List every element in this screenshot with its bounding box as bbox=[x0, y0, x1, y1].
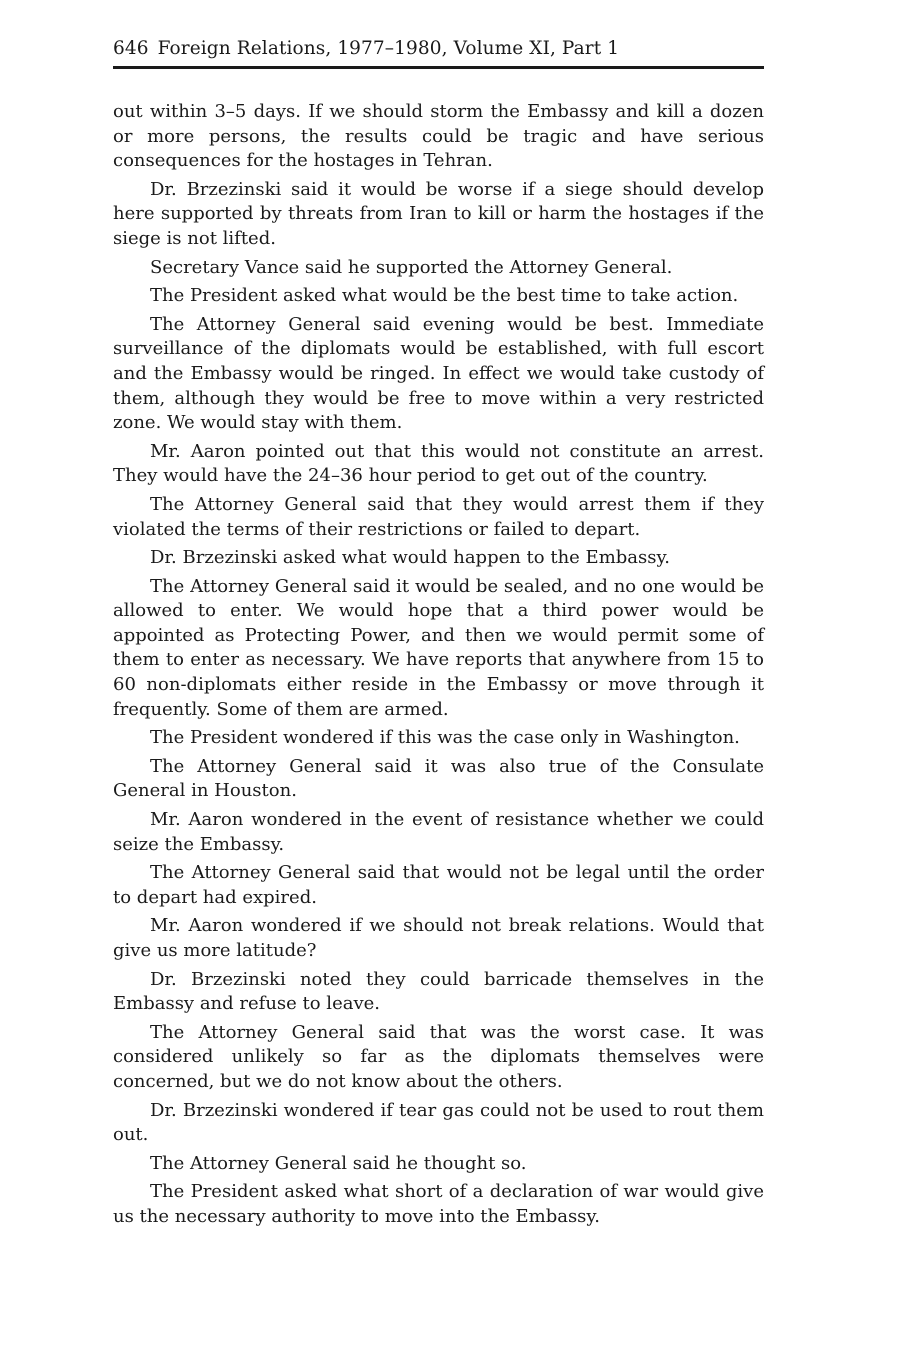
paragraph: The Attorney General said it would be sealed, and no one would be allowed to enter. We would hope that a third power would be appointed as Protecting Power, and then we would permit some of them to enter as necessary. We have reports that anywhere from 15 to 60 non-diplomats either reside in the Embassy or move through it frequently. Some of them are armed. bbox=[113, 575, 764, 720]
paragraph: Dr. Brzezinski wondered if tear gas could not be used to rout them out. bbox=[113, 1099, 764, 1146]
paragraph: The Attorney General said that would not be legal until the order to depart had expired. bbox=[113, 862, 764, 908]
paragraph: Dr. Brzezinski said it would be worse if a siege should develop here supported by threats from Iran to kill or harm the hostages if the siege is not lifted. bbox=[113, 178, 764, 249]
paragraph: Dr. Brzezinski asked what would happen to the Embassy. bbox=[150, 547, 670, 569]
paragraph: Mr. Aaron wondered in the event of resistance whether we could seize the Embassy. bbox=[113, 809, 764, 855]
paragraph: The President wondered if this was the case only in Washington. bbox=[150, 727, 740, 749]
paragraph: The President asked what short of a declaration of war would give us the necessary authority to move into the Embassy. bbox=[113, 1181, 764, 1227]
paragraph: Mr. Aaron wondered if we should not break relations. Would that give us more latitude? bbox=[113, 915, 764, 961]
paragraph: Mr. Aaron pointed out that this would not constitute an arrest. They would have the 24–36 hour period to get out of the country. bbox=[113, 440, 764, 487]
header-rule bbox=[113, 66, 764, 69]
document-page bbox=[113, 36, 764, 1234]
paragraph: The President asked what would be the best time to take action. bbox=[150, 285, 739, 307]
paragraph: out within 3–5 days. If we should storm the Embassy and kill a dozen or more persons, the results could be tragic and have serious consequences for the hostages in Tehran. bbox=[113, 101, 764, 172]
paragraph: The Attorney General said that was the worst case. It was considered unlikely so far as the diplomats themselves were concerned, but we do not know about the others. bbox=[113, 1021, 764, 1092]
running-head-title: Foreign Relations, 1977–1980, Volume XI, Part 1 bbox=[157, 38, 620, 59]
page-number: 646 bbox=[113, 38, 149, 59]
running-head bbox=[113, 36, 764, 62]
body-text bbox=[113, 100, 764, 1230]
paragraph: The Attorney General said it was also true of the Consulate General in Houston. bbox=[113, 755, 764, 802]
paragraph: Secretary Vance said he supported the Attorney General. bbox=[150, 256, 673, 278]
paragraph: The Attorney General said that they would arrest them if they violated the terms of their restrictions or failed to depart. bbox=[113, 493, 764, 540]
paragraph: The Attorney General said he thought so. bbox=[150, 1152, 527, 1174]
paragraph: Dr. Brzezinski noted they could barricade themselves in the Embassy and refuse to leave. bbox=[113, 968, 764, 1015]
paragraph: The Attorney General said evening would be best. Immediate surveillance of the diplomats would be established, with full escort and the Embassy would be ringed. In effect we would take custody of them, although they would be free to move within a very restricted zone. We would stay with them. bbox=[113, 313, 764, 434]
